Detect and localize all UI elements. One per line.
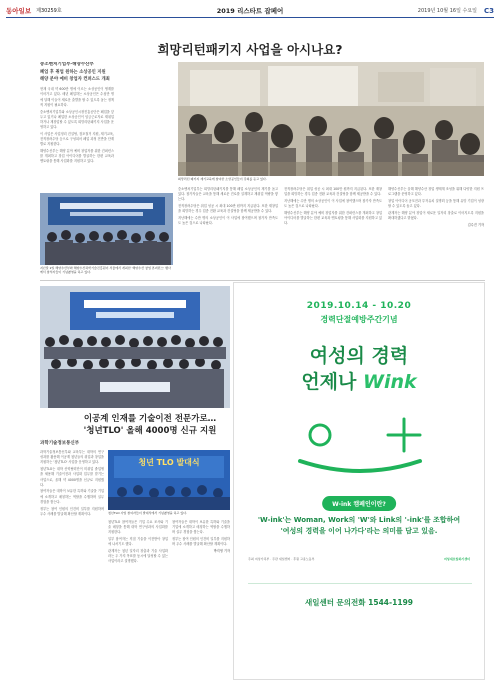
article2-middle-column [108,520,168,675]
article1-middle-paragraph: 전직장려수당은 취업 성공 시 최대 100만 원까지 지급된다. 또한 재창업을 희망하는 경우 업종 전환 교육과 컨설팅을 함께 제공받을 수 있다. [178,204,278,214]
article2-right-paragraph: 참여자들은 대학이 보유한 특허와 기술을 기업에 소개하고 매칭하는 역할을 수행하며 실무 경험을 쌓는다. [172,520,230,535]
smile-eyes-icon [280,405,440,485]
ad-headline-prefix: 언제나 [301,371,357,393]
article1-middle-paragraph: 중소벤처기업부는 희망리턴패키지를 통해 폐업 소상공인의 재기를 돕고 있다. 참가자들은 교육을 통해 새로운 진로를 설계하고 재취업 역량을 쌓는다. [178,187,278,202]
article1-reporter: 김수진 기자 [467,222,484,227]
wink-advertisement[interactable] [233,282,485,680]
lecture-photo-caption: 희망리턴 패키지 재기교육에 참여한 소상공인들이 강의를 듣고 있다. [178,177,267,181]
article2-byline: 과학기술정보통신부 [40,441,80,446]
article2-headline-line: 이공계 인재를 기술이전 전문가로… [83,414,217,424]
tlo-banner-photo [108,450,230,510]
article2-middle-paragraph: 관계자는 청년 일자리 창출과 기술 사업화라는 두 가지 목표를 동시에 달성할 수 있는 사업이라고 설명했다. [108,549,168,564]
article1-paragraph: 현재 국내 약 600만 명에 이르는 소상공인이 생계를 이어가고 있다. 매년 폐업하는 소상공인은 수십만 명에 달해 이들이 새로운 출발을 할 수 있도록 돕는 정책적 지원이 필요하다. [40,87,114,107]
article2-left-column [40,450,104,675]
lecture-photo-image [178,62,484,176]
article2-paragraph: 과학기술정보통신부와 교육부는 대학의 연구성과를 활용해 이공계 청년들의 취업과 창업을 지원하는 '청년TLO' 사업을 운영하고 있다. [40,450,104,465]
article2-headline-line: '청년TLO' 올해 4000명 신규 지원 [83,426,217,436]
ad-center-brand: 여성새로일하기센터 [443,557,470,561]
article1-subhead-line: 폐업 후 취업 원하는 소상공인 지원 [40,70,106,76]
article2-reporter: 박지영 기자 [213,549,230,554]
article1-center-paragraph: 지난해에는 수만 명의 소상공인이 이 사업에 참여했으며 참가자 만족도도 높은 것으로 나타났다. [284,198,382,209]
article2-paragraph: 참여자들은 대학이 보유한 특허와 기술을 기업에 소개하고 매칭하는 역할을 수행하며 실무 경험을 쌓는다. [40,489,104,504]
ad-message-line: '여성의 경력을 이어 나가다'라는 의미를 담고 있음. [280,527,438,535]
issue-number: 제30259호 [36,8,62,14]
conference-photo-image [40,193,173,265]
tlo-banner-caption: 청년TLO 사업 참여자들이 발대식에서 기념촬영을 하고 있다. [108,511,188,515]
ad-message-line: 'W-ink'는 Woman, Work의 'W'와 Link의 '-ink'를 조합하여 [257,516,461,524]
conference-photo-caption: 지난달 2일 해양수산부와 해양수산과학기술진흥원이 서울에서 개최한 '해양수산 창업 콘퍼런스' 행사에서 참석자들이 기념촬영을 하고 있다. [40,266,171,275]
masthead [6,4,494,18]
lecture-photo [178,62,484,176]
masthead-right [418,7,494,15]
ad-sponsors: 주최 여성가족부 · 주관 새일센터 · 후원 고용노동부 [248,557,315,561]
ad-week-title: 경력단절예방주간기념 [320,315,398,324]
newspaper-logo[interactable]: 동아일보 [6,7,32,15]
article1-center-column [284,187,382,275]
wink-logo: Wink [363,371,417,393]
article1-middle-paragraph: 지난해에는 수만 명의 소상공인이 이 사업에 참여했으며 참가자 만족도도 높은 것으로 나타났다. [178,216,278,226]
issue-date: 2019년 10월 16일 수요일 [417,8,477,14]
tlo-banner-text: 청년 TLO 발대식 [138,458,200,467]
ad-date: 2019.10.14 - 10.20 [306,301,412,311]
article2-middle-paragraph: 청년TLO 참여자들은 기업 수요 조사와 기술 매칭을 통해 대학 연구성과의 사업화를 지원한다. [108,520,168,535]
article1-right-paragraph: 관계자는 해양 분야 창업이 새로운 일자리 창출로 이어지도록 지원을 확대하겠다고 밝혔다. [388,210,484,221]
article2-right-paragraph: 정부는 참여 인원의 인건비 일부를 지원하며 우수 사례를 발굴해 확산할 계획이다. [172,537,230,547]
article2-paragraph: 청년TLO는 대학 산학협력단이 미취업 졸업생을 채용해 기술이전과 사업화 업무를 맡기는 사업으로, 올해 약 4000명을 신규로 지원했다. [40,467,104,487]
section-title: 2019 리스타트 잡페어 [216,7,284,15]
conference-photo [40,193,173,265]
article2-right-column [172,520,230,675]
campaign-info-button[interactable]: W-ink 캠페인이란? [322,496,396,511]
tlo-group-photo [40,286,230,408]
article1-center-paragraph: 전직장려수당은 취업 성공 시 최대 100만 원까지 지급된다. 또한 재창업을 희망하는 경우 업종 전환 교육과 컨설팅을 함께 제공받을 수 있다. [284,187,382,197]
tlo-group-photo-image [40,286,230,408]
article1-byline: 중소벤처기업부·해양수산부 [40,62,94,67]
ad-headline-line2 [234,367,484,394]
article1-subhead-line: 해양 분야 예비 창업자 컨퍼스드 개최 [40,76,110,82]
article2-headline [40,413,260,437]
ad-divider [248,583,472,584]
article1-middle-column [178,187,278,275]
ad-fine-print [248,557,470,562]
article1-right-paragraph: 해양수산부는 올해 해양수산 창업 생태계 조성을 위해 다양한 지원 프로그램을 운영하고 있다. [388,187,484,197]
article1-right-paragraph: 창업 아이디어 공모전과 투자유치 설명회 등을 통해 유망 기업이 성장할 수 있도록 돕고 있다. [388,198,484,209]
ad-contact-phone[interactable]: 새일센터 문의전화 1544-1199 [304,598,414,607]
masthead-left [6,6,62,15]
page-headline: 희망리턴패키지 사업을 아시나요? [157,42,343,57]
article1-center-paragraph: 해양수산부는 해양 분야 예비 창업자를 위한 컨퍼런스를 개최하고 창업 아이디어를 발굴하는 한편 교육과 멘토링을 통해 사업화를 지원하고 있다. [284,210,382,226]
ad-message [234,515,484,537]
article2-middle-paragraph: 일부 참여자는 직접 기술을 이전받아 창업에 나서기도 했다. [108,537,168,547]
article1-paragraph: 해양수산부는 해양 분야 예비 창업자를 위한 컨퍼런스를 개최하고 창업 아이디어를 발굴하는 한편 교육과 멘토링을 통해 사업화를 지원하고 있다. [40,148,114,164]
article1-paragraph: 이 사업은 사업정리 컨설팅, 점포철거 지원, 재기교육, 전직장려수당 등으로 구성되어 폐업 과정 전반을 단계별로 지원한다. [40,131,114,147]
article1-subhead [40,70,114,83]
article2-paragraph: 정부는 참여 인원의 인건비 일부를 지원하며 우수 사례를 발굴해 확산할 계획이다. [40,506,104,516]
article1-paragraph: 중소벤처기업부와 소상공인시장진흥공단은 폐업을 앞두고 있거나 폐업한 소상공인이 임금근로자로 재취업하거나 재창업할 수 있도록 희망리턴패키지 사업을 운영하고 있다. [40,109,114,130]
article1-right-column [388,187,484,275]
page-number: C3 [483,6,494,15]
section-divider [40,280,485,281]
ad-headline-line1: 여성의 경력 [309,345,409,367]
